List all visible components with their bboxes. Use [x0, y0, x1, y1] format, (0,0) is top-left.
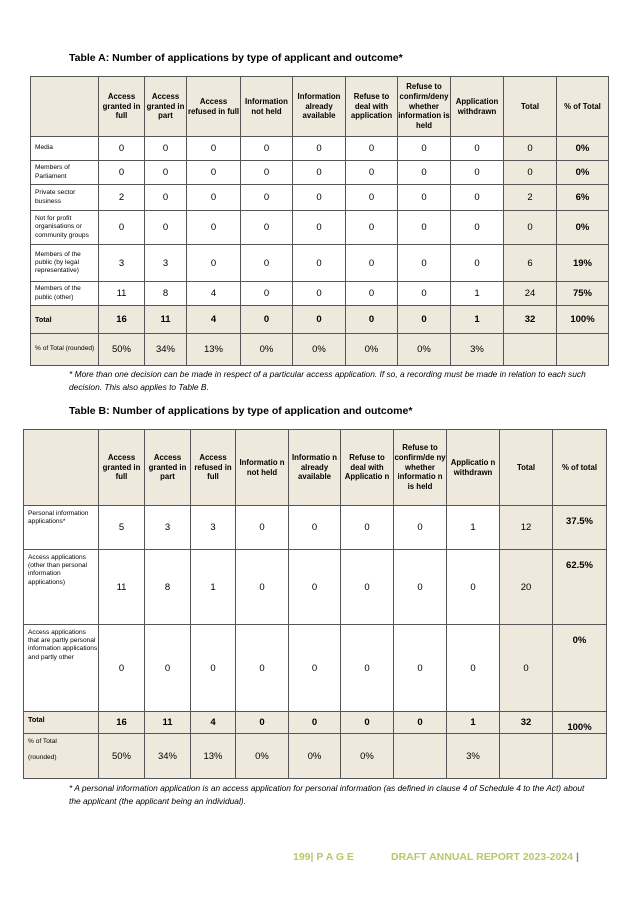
value-cell: 0 [346, 137, 398, 161]
total-cell: 24 [504, 282, 557, 306]
value-cell: 0 [398, 245, 451, 282]
total-cell: 12 [500, 506, 553, 550]
value-cell: 11 [145, 712, 191, 734]
value-cell: 0 [341, 506, 394, 550]
value-cell: 0 [398, 185, 451, 211]
percent-cell: 100% [553, 712, 607, 734]
value-cell: 0 [289, 712, 341, 734]
total-cell: 0 [500, 625, 553, 712]
value-cell: 3 [145, 245, 187, 282]
column-header: Access granted in part [145, 77, 187, 137]
value-cell: 34% [145, 734, 191, 779]
value-cell: 13% [187, 334, 241, 366]
table-row [31, 137, 609, 161]
value-cell: 0 [289, 506, 341, 550]
value-cell: 0% [289, 734, 341, 779]
header-corner-cell [24, 430, 99, 506]
table-b-title: Table B: Number of applications by type of application and outcome* [69, 405, 413, 417]
percent-cell [557, 334, 609, 366]
row-label: Private sector business [31, 185, 99, 211]
table-b-header-row [24, 430, 607, 506]
value-cell: 0 [241, 306, 293, 334]
value-cell: 0 [293, 282, 346, 306]
table-row [24, 625, 607, 712]
value-cell: 0 [346, 161, 398, 185]
total-cell: 0 [504, 161, 557, 185]
footer-separator: | [575, 851, 579, 863]
value-cell: 16 [99, 712, 145, 734]
value-cell: 16 [99, 306, 145, 334]
table-row [31, 245, 609, 282]
value-cell: 0 [293, 306, 346, 334]
value-cell: 0 [341, 712, 394, 734]
column-header: Informatio n already available [289, 430, 341, 506]
value-cell: 0 [398, 282, 451, 306]
value-cell: 0 [187, 211, 241, 245]
value-cell: 11 [99, 550, 145, 625]
value-cell: 0 [187, 245, 241, 282]
value-cell: 0 [236, 506, 289, 550]
column-header: Access granted in full [99, 430, 145, 506]
value-cell: 3 [191, 506, 236, 550]
report-title: DRAFT ANNUAL REPORT 2023-2024 [391, 851, 574, 863]
value-cell: 0 [394, 712, 447, 734]
total-cell: 32 [504, 306, 557, 334]
header-corner-cell [31, 77, 99, 137]
total-cell [500, 734, 553, 779]
value-cell: 0% [293, 334, 346, 366]
value-cell: 0% [241, 334, 293, 366]
value-cell: 0 [398, 306, 451, 334]
value-cell: 3 [145, 506, 191, 550]
value-cell: 0 [451, 137, 504, 161]
column-header: Applicatio n withdrawn [447, 430, 500, 506]
row-label: Total [24, 712, 99, 734]
percent-cell: 19% [557, 245, 609, 282]
percent-cell [553, 734, 607, 779]
value-cell: 0 [293, 245, 346, 282]
value-cell: 34% [145, 334, 187, 366]
column-header: Refuse to deal with Applicatio n [341, 430, 394, 506]
value-cell [394, 734, 447, 779]
value-cell: 0 [236, 625, 289, 712]
column-header: Total [500, 430, 553, 506]
footer-page-number [293, 851, 354, 863]
value-cell: 0 [145, 161, 187, 185]
value-cell: 0 [191, 625, 236, 712]
table-a-footnote: * More than one decision can be made in respect of a particular access application. If so, a recording must be made in relation to each such decision. This also applies to Table B. [69, 369, 586, 392]
value-cell: 0 [289, 625, 341, 712]
value-cell: 0% [346, 334, 398, 366]
value-cell: 0 [394, 506, 447, 550]
column-header: Informatio n not held [236, 430, 289, 506]
value-cell: 0 [341, 625, 394, 712]
column-header: Access refused in full [187, 77, 241, 137]
row-label: Media [31, 137, 99, 161]
value-cell: 0 [241, 245, 293, 282]
value-cell: 0% [236, 734, 289, 779]
value-cell: 1 [451, 306, 504, 334]
percent-cell: 0% [557, 161, 609, 185]
total-cell [504, 334, 557, 366]
value-cell: 3% [447, 734, 500, 779]
value-cell: 50% [99, 334, 145, 366]
table-a-title: Table A: Number of applications by type of applicant and outcome* [69, 52, 403, 64]
percent-cell: 0% [557, 137, 609, 161]
table-row [24, 712, 607, 734]
column-header: Application withdrawn [451, 77, 504, 137]
value-cell: 5 [99, 506, 145, 550]
row-label: Members of the public (by legal representative) [31, 245, 99, 282]
value-cell: 3% [451, 334, 504, 366]
value-cell: 0 [99, 137, 145, 161]
value-cell: 4 [187, 282, 241, 306]
row-label: Total [31, 306, 99, 334]
value-cell: 1 [191, 550, 236, 625]
value-cell: 0 [394, 550, 447, 625]
value-cell: 0 [145, 211, 187, 245]
total-cell: 0 [504, 137, 557, 161]
value-cell: 3 [99, 245, 145, 282]
table-a [30, 76, 609, 366]
value-cell: 0 [451, 211, 504, 245]
value-cell: 4 [187, 306, 241, 334]
value-cell: 0 [346, 245, 398, 282]
value-cell: 0 [394, 625, 447, 712]
percent-cell: 75% [557, 282, 609, 306]
value-cell: 0 [346, 282, 398, 306]
value-cell: 50% [99, 734, 145, 779]
total-cell: 2 [504, 185, 557, 211]
value-cell: 0 [346, 185, 398, 211]
total-cell: 6 [504, 245, 557, 282]
value-cell: 8 [145, 282, 187, 306]
table-row [31, 306, 609, 334]
percent-cell: 0% [553, 625, 607, 712]
value-cell: 11 [145, 306, 187, 334]
page-label: | P A G E [310, 851, 354, 863]
column-header: Access refused in full [191, 430, 236, 506]
column-header: % of total [553, 430, 607, 506]
table-row [31, 211, 609, 245]
row-label: Members of Parliament [31, 161, 99, 185]
value-cell: 1 [451, 282, 504, 306]
value-cell: 0 [293, 137, 346, 161]
column-header: Information already available [293, 77, 346, 137]
page-number: 199 [293, 851, 311, 863]
table-a-header-row [31, 77, 609, 137]
value-cell: 0 [293, 185, 346, 211]
value-cell: 0 [398, 137, 451, 161]
value-cell: 0 [236, 550, 289, 625]
row-label: Not for profit organisations or community groups [31, 211, 99, 245]
total-cell: 0 [504, 211, 557, 245]
row-label: Access applications (other than personal information applications) [24, 550, 99, 625]
value-cell: 0 [99, 625, 145, 712]
column-header: Information not held [241, 77, 293, 137]
column-header: % of Total [557, 77, 609, 137]
value-cell: 2 [99, 185, 145, 211]
value-cell: 0 [346, 211, 398, 245]
value-cell: 8 [145, 550, 191, 625]
value-cell: 4 [191, 712, 236, 734]
column-header: Access granted in part [145, 430, 191, 506]
value-cell: 0 [187, 161, 241, 185]
percent-cell: 62.5% [553, 550, 607, 625]
value-cell: 0 [447, 625, 500, 712]
value-cell: 0 [241, 137, 293, 161]
table-row [31, 161, 609, 185]
value-cell: 0% [341, 734, 394, 779]
value-cell: 0 [187, 185, 241, 211]
value-cell: 0 [145, 625, 191, 712]
value-cell: 0 [145, 185, 187, 211]
value-cell: 0 [99, 161, 145, 185]
percent-cell: 37.5% [553, 506, 607, 550]
value-cell: 0 [293, 211, 346, 245]
table-row [31, 185, 609, 211]
table-b-footnote: * A personal information application is an access application for personal information (as defined in clause 4 of Schedule 4 to the Act) about the applicant (the applicant being an individual). [69, 783, 585, 806]
table-b [23, 429, 607, 779]
value-cell: 0 [145, 137, 187, 161]
value-cell: 0 [289, 550, 341, 625]
row-label: Access applications that are partly personal information applications and partly other [24, 625, 99, 712]
value-cell: 13% [191, 734, 236, 779]
percent-cell: 0% [557, 211, 609, 245]
table-row [31, 282, 609, 306]
row-label: % of Total (rounded) [24, 734, 99, 779]
value-cell: 0 [241, 211, 293, 245]
value-cell: 0 [447, 550, 500, 625]
table-row [24, 506, 607, 550]
percent-cell: 100% [557, 306, 609, 334]
row-label: % of Total (rounded) [31, 334, 99, 366]
total-cell: 32 [500, 712, 553, 734]
value-cell: 1 [447, 712, 500, 734]
value-cell: 0 [236, 712, 289, 734]
value-cell: 0 [99, 211, 145, 245]
table-row [24, 550, 607, 625]
value-cell: 1 [447, 506, 500, 550]
table-row [31, 334, 609, 366]
row-label: Personal information applications* [24, 506, 99, 550]
value-cell: 0 [241, 161, 293, 185]
value-cell: 0% [398, 334, 451, 366]
column-header: Refuse to deal with application [346, 77, 398, 137]
column-header: Refuse to confirm/deny whether information is held [398, 77, 451, 137]
table-row [24, 734, 607, 779]
column-header: Total [504, 77, 557, 137]
total-cell: 20 [500, 550, 553, 625]
footer-report-title [391, 851, 579, 863]
column-header: Refuse to confirm/de ny whether informatio n is held [394, 430, 447, 506]
percent-cell: 6% [557, 185, 609, 211]
value-cell: 0 [451, 245, 504, 282]
value-cell: 0 [293, 161, 346, 185]
value-cell: 0 [346, 306, 398, 334]
value-cell: 0 [451, 161, 504, 185]
value-cell: 11 [99, 282, 145, 306]
value-cell: 0 [241, 185, 293, 211]
row-label: Members of the public (other) [31, 282, 99, 306]
value-cell: 0 [398, 211, 451, 245]
value-cell: 0 [187, 137, 241, 161]
column-header: Access granted in full [99, 77, 145, 137]
value-cell: 0 [341, 550, 394, 625]
value-cell: 0 [451, 185, 504, 211]
value-cell: 0 [398, 161, 451, 185]
value-cell: 0 [241, 282, 293, 306]
